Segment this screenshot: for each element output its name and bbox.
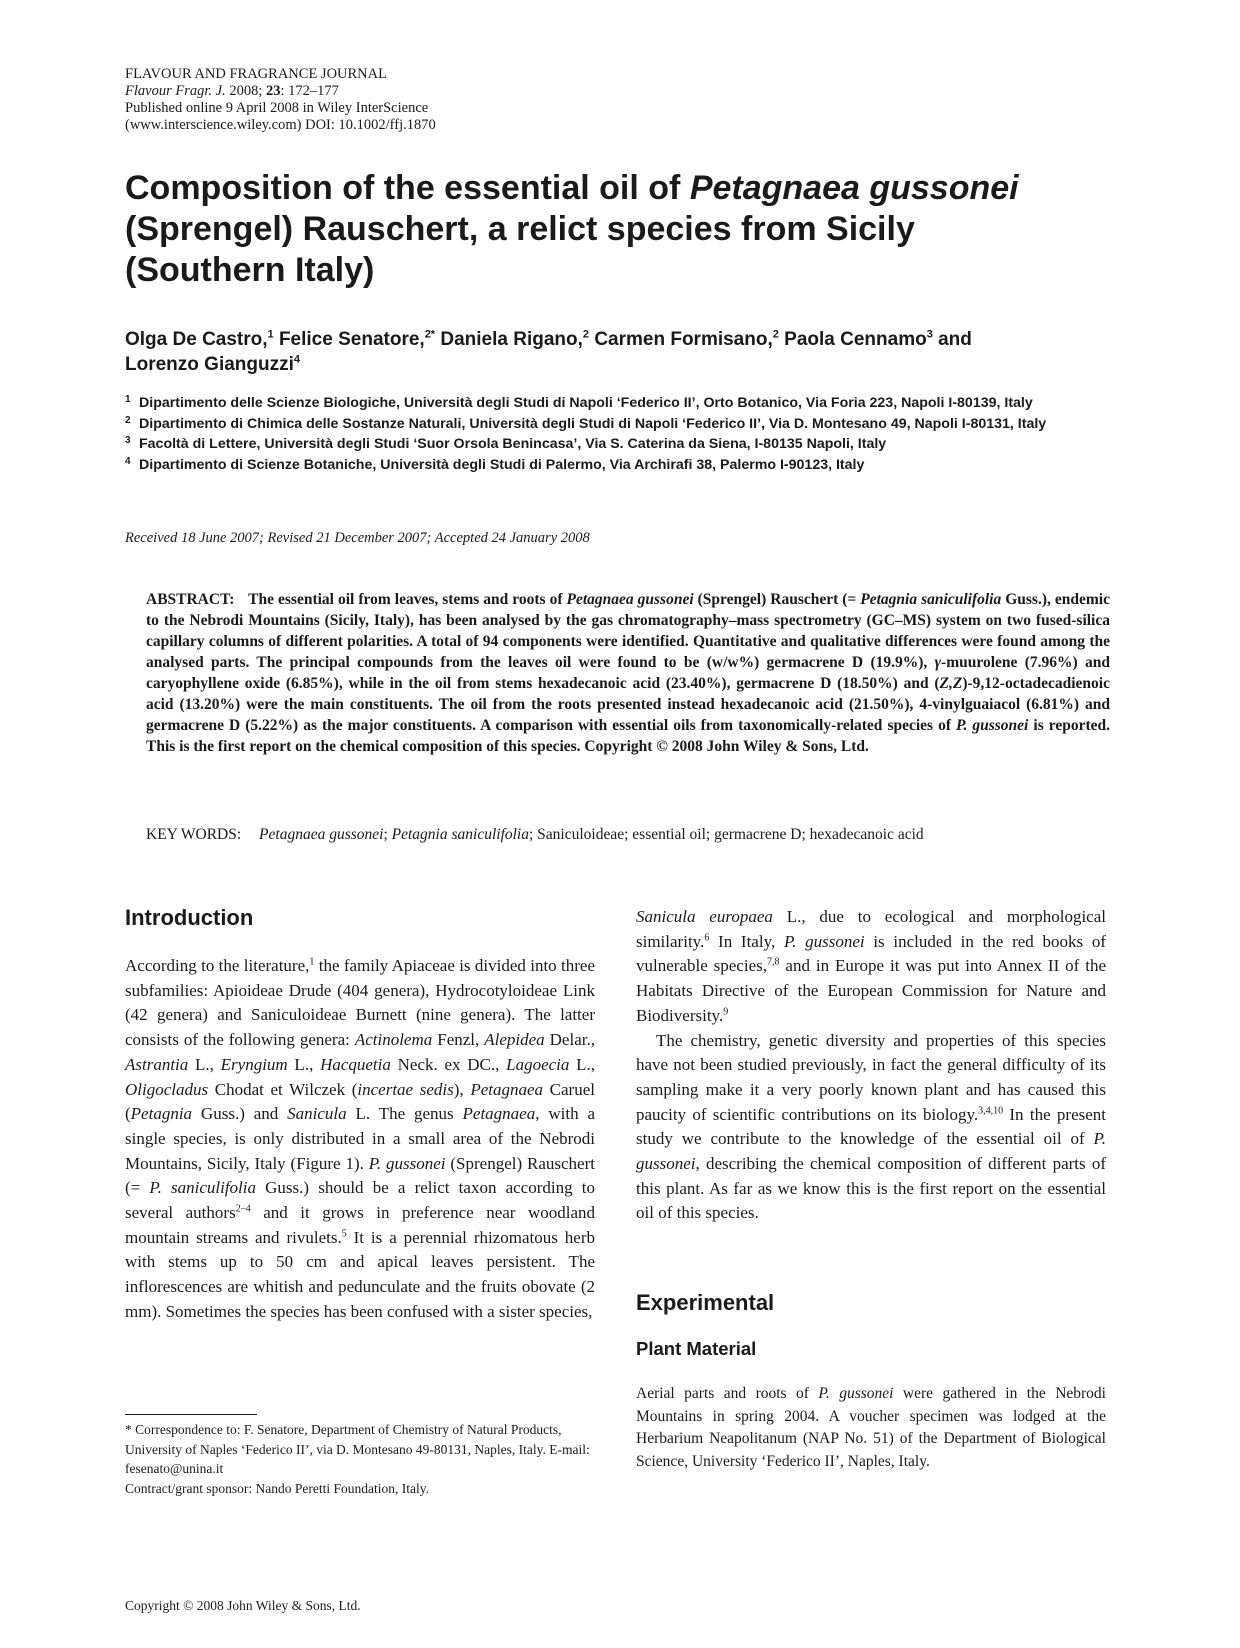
abstract: ABSTRACT: The essential oil from leaves, stems and roots of Petagnaea gussonei (Sprengel) Rauschert (= Petagnia saniculifolia Guss.), endemic to the Nebrodi Mountains (Sicily, Italy), has been analysed by the gas chromatography–mass spectrometry (GC–MS) system on two fused-silica capillary columns of different polarities. A total of 94 components were identified. Quantitative and qualitative differences were found among the analysed parts. The principal compounds from the leaves oil were found to be (w/w%) germacrene D (19.9%), γ-muurolene (7.96%) and caryophyllene oxide (6.85%), while in the oil from stems hexadecanoic acid (23.40%), germacrene D (18.50%) and (Z,Z)-9,12-octadecadienoic acid (13.20%) were the main constituents. The oil from the roots presented instead hexadecanoic acid (21.50%), 4-vinylguaiacol (6.81%) and germacrene D (5.22%) as the major constituents. A comparison with essential oils from taxonomically-related species of P. gussonei is reported. This is the first report on the chemical composition of this species. Copyright © 2008 John Wiley & Sons, Ltd. [146, 591, 1111, 755]
author: Olga De Castro, [125, 329, 268, 350]
author: Carmen Formisano, [594, 329, 773, 350]
title-species: Petagnaea gussonei [689, 169, 1019, 207]
sponsor-note: Contract/grant sponsor: Nando Peretti Foundation, Italy. [125, 1480, 429, 1496]
footnote-rule [125, 1414, 257, 1415]
article-title: Composition of the essential oil of Petagnaea gussonei (Sprengel) Rauschert, a relict species from Sicily (Southern Italy) [125, 169, 1019, 289]
footer-copyright: Copyright © 2008 John Wiley & Sons, Ltd. [125, 1598, 361, 1613]
journal-abbrev: Flavour Fragr. J. [125, 83, 226, 99]
journal-citation: Flavour Fragr. J. 2008; 23: 172–177 [125, 83, 339, 99]
author-list: Olga De Castro,$^1$ Felice Senatore,$^{2*}$ Daniela Rigano,$^2$ Carmen Formisano,$^2$ Paola Cennamo$^3$ and Lorenzo Gianguzzi$^4$ [125, 328, 972, 375]
footnote [125, 1420, 605, 1498]
received-dates: Received 18 June 2007; Revised 21 December 2007; Accepted 24 January 2008 [125, 530, 590, 546]
affiliation-item: 4 Dipartimento di Scienze Botaniche, Università degli Studi di Palermo, Via Archirafi 38, Palermo I-90123, Italy [125, 455, 865, 473]
abstract-label: ABSTRACT: [146, 591, 235, 608]
affiliation-item: 1 Dipartimento delle Scienze Biologiche, Università degli Studi di Napoli ‘Federico II’, Orto Botanico, Via Foria 223, Napoli I-80139, Italy [125, 394, 1033, 411]
author: Lorenzo Gianguzzi [125, 354, 294, 375]
subsection-heading-plant-material: Plant Material [636, 1338, 757, 1359]
affiliation-list [125, 393, 1135, 475]
author: Daniela Rigano, [440, 329, 583, 350]
correspondence-note: * Correspondence to: F. Senatore, Department of Chemistry of Natural Products, University of Naples ‘Federico II’, via D. Montesano 49-80131, Naples, Italy. E-mail: fesenato@unina.it [125, 1422, 590, 1476]
keywords: KEY WORDS: Petagnaea gussonei; Petagnia saniculifolia; Saniculoideae; essential oil; germacrene D; hexadecanoic acid [146, 826, 924, 843]
author: Felice Senatore, [278, 329, 425, 350]
doi-line: (www.interscience.wiley.com) DOI: 10.1002/ffj.1870 [125, 117, 436, 133]
body-column-left [125, 954, 595, 1325]
section-heading-experimental: Experimental [636, 1290, 775, 1315]
author: Paola Cennamo [784, 329, 927, 350]
keywords-label: KEY WORDS: [146, 826, 242, 843]
journal-header [125, 66, 725, 134]
journal-volume: 23 [265, 83, 281, 99]
body-column-right [636, 905, 1106, 1226]
paragraph-continuation: Sanicula europaea L., due to ecological and morphological similarity.$^6$ In Italy, P. gussonei is included in the red books of vulnerable species,$^{7,8}$ and in Europe it was put into Annex II of the Habitats Directive of the European Commission for Nature and Biodiversity.$^9$ [636, 907, 1106, 1025]
paragraph: Aerial parts and roots of P. gussonei were gathered in the Nebrodi Mountains in spring 2004. A voucher specimen was lodged at the Herbarium Neapolitanum (NAP No. 51) of the Department of Biological Science, University ‘Federico II’, Naples, Italy. [636, 1385, 1106, 1470]
plant-material-text [636, 1383, 1106, 1473]
affiliation-item: 2 Dipartimento di Chimica delle Sostanze Naturali, Università degli Studi di Napoli ‘Federico II’, Via D. Montesano 49, Napoli I-80131, Italy [125, 414, 1047, 432]
section-heading-introduction: Introduction [125, 905, 254, 930]
paragraph: The chemistry, genetic diversity and properties of this species have not been studied previously, in fact the general difficulty of its sampling make it a very poorly known plant and has caused this paucity of scientific contributions on its biology.$^{3,4,10}$ In the present study we contribute to the knowledge of the essential oil of P. gussonei, describing the chemical composition of different parts of this plant. As far as we know this is the first report on the essential oil of this species. [636, 1030, 1106, 1223]
author-conjunction: and [938, 329, 972, 350]
published-line: Published online 9 April 2008 in Wiley InterScience [125, 100, 429, 116]
affiliation-item: 3 Facoltà di Lettere, Università degli Studi ‘Suor Orsola Benincasa’, Via S. Caterina da Siena, I-80135 Napoli, Italy [125, 435, 887, 452]
paragraph: According to the literature,$^1$ the family Apiaceae is divided into three subfamilies: Apioideae Drude (404 genera), Hydrocotyloideae Link (42 genera) and Saniculoideae Burnett (nine genera). The latter consists of the following genera: Actinolema Fenzl, Alepidea Delar., Astrantia L., Eryngium L., Hacquetia Neck. ex DC., Lagoecia L., Oligocladus Chodat et Wilczek (incertae sedis), Petagnaea Caruel (Petagnia Guss.) and Sanicula L. The genus Petagnaea, with a single species, is only distributed in a small area of the Nebrodi Mountains, Sicily, Italy (Figure 1). P. gussonei (Sprengel) Rauschert (= P. saniculifolia Guss.) should be a relict taxon according to several authors$^{2-4}$ and it grows in preference near woodland mountain streams and rivulets.$^5$ It is a perennial rhizomatous herb with stems up to 50 cm and apical leaves persistent. The inflorescences are whitish and pedunculate and the fruits obovate (2 mm). Sometimes the species has been confused with a sister species, [125, 956, 596, 1321]
journal-name: FLAVOUR AND FRAGRANCE JOURNAL [125, 66, 387, 82]
